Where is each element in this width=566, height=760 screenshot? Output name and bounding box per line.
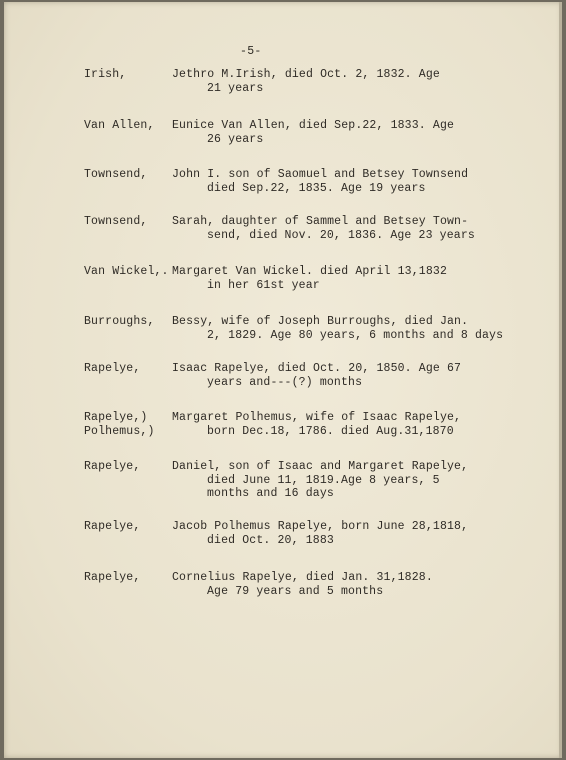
detail-line: send, died Nov. 20, 1836. Age 23 years [207, 228, 475, 242]
surname-line: Irish, [84, 68, 127, 81]
entry-detail [172, 68, 440, 95]
entry-detail [172, 315, 503, 342]
entry-surname [84, 168, 147, 182]
detail-line: Eunice Van Allen, died Sep.22, 1833. Age [172, 119, 455, 132]
detail-line: died Oct. 20, 1883 [207, 533, 334, 547]
detail-line: Jethro M.Irish, died Oct. 2, 1832. Age [172, 68, 440, 81]
entry-detail [172, 265, 447, 292]
detail-line: John I. son of Saomuel and Betsey Townsend [172, 168, 469, 181]
detail-line: in her 61st year [207, 278, 320, 292]
entry-surname [84, 119, 155, 133]
entry-detail [172, 411, 461, 438]
entry-detail [172, 520, 468, 547]
surname-line: Rapelye, [84, 460, 141, 473]
entry-detail [172, 571, 433, 598]
detail-line: 21 years [207, 81, 264, 95]
entry-surname [84, 265, 169, 279]
surname-line: Rapelye, [84, 571, 141, 584]
detail-line: Margaret Polhemus, wife of Isaac Rapelye, [172, 411, 462, 424]
page-number: -5- [240, 45, 262, 58]
surname-line: Townsend, [84, 168, 148, 181]
surname-line: Van Wickel,. [84, 265, 169, 278]
detail-line: years and---(?) months [207, 375, 363, 389]
page-edge [559, 2, 562, 758]
surname-line: Townsend, [84, 215, 148, 228]
detail-line: Margaret Van Wickel. died April 13,1832 [172, 265, 447, 278]
detail-line: Daniel, son of Isaac and Margaret Rapelye, [172, 460, 469, 473]
detail-line: born Dec.18, 1786. died Aug.31,1870 [207, 424, 454, 438]
surname-line: Polhemus,) [84, 424, 155, 438]
detail-line: 2, 1829. Age 80 years, 6 months and 8 days [207, 328, 504, 342]
entry-surname [84, 315, 155, 329]
detail-line: Bessy, wife of Joseph Burroughs, died Jan. [172, 315, 469, 328]
detail-line: Cornelius Rapelye, died Jan. 31,1828. [172, 571, 433, 584]
detail-line: months and 16 days [207, 487, 334, 500]
surname-line: Rapelye, [84, 520, 141, 533]
entry-surname [84, 215, 147, 229]
detail-line: Isaac Rapelye, died Oct. 20, 1850. Age 67 [172, 362, 462, 375]
entry-detail [172, 460, 468, 501]
entry-surname [84, 520, 140, 534]
detail-line: died June 11, 1819.Age 8 years, 5 [207, 473, 440, 487]
surname-line: Rapelye, [84, 362, 141, 375]
detail-line: Age 79 years and 5 months [207, 584, 384, 598]
surname-line: Burroughs, [84, 315, 155, 328]
detail-line: Sarah, daughter of Sammel and Betsey Town- [172, 215, 469, 228]
surname-line: Van Allen, [84, 119, 155, 132]
entry-surname [84, 411, 155, 438]
detail-line: Jacob Polhemus Rapelye, born June 28,1818, [172, 520, 469, 533]
entry-detail [172, 119, 454, 146]
entry-surname [84, 68, 126, 82]
detail-line: 26 years [207, 132, 264, 146]
entry-surname [84, 460, 140, 474]
entry-surname [84, 362, 140, 376]
document-page [4, 2, 562, 758]
entry-detail [172, 362, 461, 389]
entry-detail [172, 168, 468, 195]
entry-surname [84, 571, 140, 585]
detail-line: died Sep.22, 1835. Age 19 years [207, 181, 426, 195]
entry-detail [172, 215, 475, 242]
surname-line: Rapelye,) [84, 411, 148, 424]
